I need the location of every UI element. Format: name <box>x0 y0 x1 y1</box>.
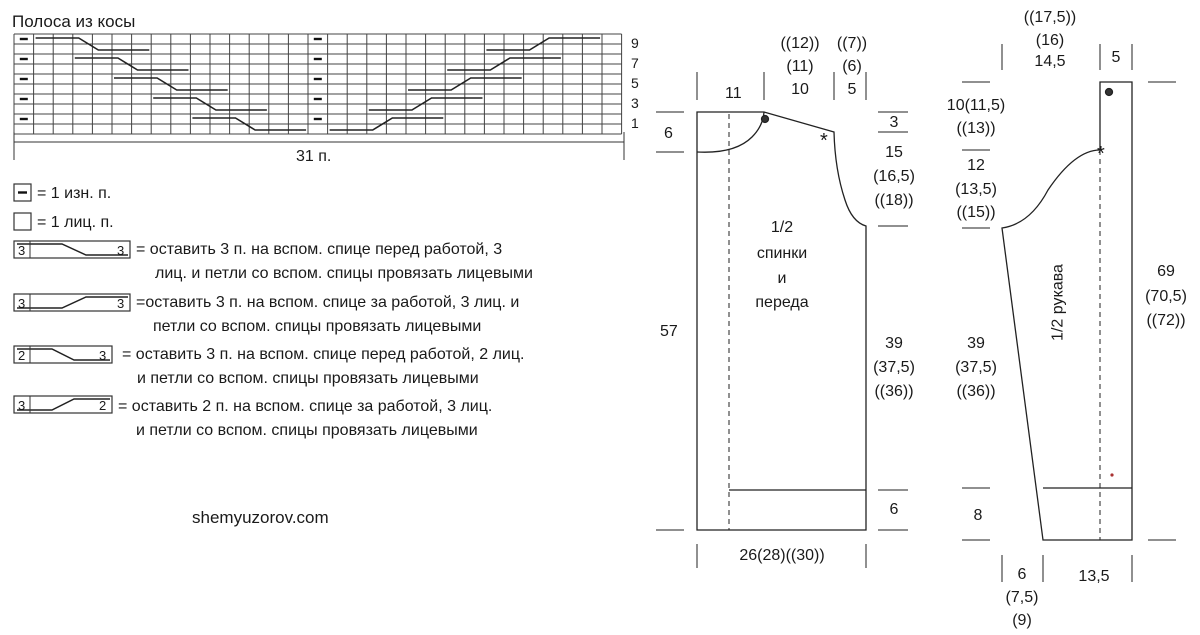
row-number-1: 1 <box>631 115 639 131</box>
body-label-line4: переда <box>755 294 809 311</box>
sleeve-cap-b-1: 12 <box>967 157 985 174</box>
sleeve-length-1: 69 <box>1157 263 1175 280</box>
legend-cable3-line1: = оставить 3 п. на вспом. спице перед работой, 2 лиц. <box>122 346 525 363</box>
body-shoulder2-2: (6) <box>842 58 862 75</box>
body-shoulder2-3: 5 <box>847 81 857 98</box>
legend-knit: = 1 лиц. п. <box>37 214 114 231</box>
legend-cable3-line2: и петли со вспом. спицы провязать лицевыми <box>137 370 479 387</box>
body-shoulder-1: ((12)) <box>780 35 820 52</box>
sleeve-label: 1/2 рукава <box>1049 264 1067 341</box>
sleeve-star: * <box>1097 143 1105 165</box>
sleeve-top-2: (16) <box>1035 32 1065 49</box>
body-neckline <box>697 112 764 152</box>
legend-num: 3 <box>18 398 26 413</box>
body-outline <box>697 112 866 530</box>
stitch-count: 31 п. <box>296 148 332 165</box>
body-label-line1: 1/2 <box>770 219 794 236</box>
legend-num: 3 <box>18 296 26 311</box>
sleeve-cap-b-3: ((15)) <box>956 204 996 221</box>
body-total-length: 57 <box>660 323 678 340</box>
body-label-line3: и <box>777 270 787 287</box>
sleeve-side-1: 39 <box>967 335 985 352</box>
sleeve-top-small: 5 <box>1111 49 1121 66</box>
legend-num: 3 <box>99 348 107 363</box>
sleeve-top-1: ((17,5)) <box>1023 9 1077 26</box>
legend-purl: = 1 изн. п. <box>37 185 112 202</box>
body-neck-depth: 6 <box>664 125 673 142</box>
legend-num: 2 <box>18 348 26 363</box>
legend-cable1-line2: лиц. и петли со вспом. спицы провязать лицевыми <box>155 265 533 282</box>
body-shoulder-slope: 3 <box>889 114 899 131</box>
body-armhole-1: 15 <box>885 144 903 161</box>
body-shoulder2-1: ((7)) <box>836 35 868 52</box>
row-number-9: 9 <box>631 35 639 51</box>
body-width: 26(28)((30)) <box>739 547 825 564</box>
body-side-1: 39 <box>885 335 903 352</box>
legend-cable1-line1: = оставить 3 п. на вспом. спице перед работой, 3 <box>136 241 503 258</box>
legend-num: 3 <box>117 243 125 258</box>
legend-num: 3 <box>18 243 26 258</box>
body-armhole-2: (16,5) <box>873 168 915 185</box>
row-number-3: 3 <box>631 95 639 111</box>
sleeve-red-dot <box>1110 473 1113 476</box>
legend-num: 3 <box>117 296 125 311</box>
body-armhole-3: ((18)) <box>874 192 914 209</box>
sleeve-length-3: ((72)) <box>1146 312 1186 329</box>
legend-cable2-line2: петли со вспом. спицы провязать лицевыми <box>153 318 482 335</box>
chart-title: Полоса из косы <box>12 12 136 31</box>
body-star: * <box>820 130 828 152</box>
body-rib: 6 <box>889 501 899 518</box>
legend-cable4-line2: и петли со вспом. спицы провязать лицевыми <box>136 422 478 439</box>
legend-num: 2 <box>99 398 107 413</box>
sleeve-wrist-3: (9) <box>1012 612 1032 629</box>
sleeve-cap-a-1: 10(11,5) <box>946 97 1006 114</box>
sleeve-marker-dot <box>1106 89 1113 96</box>
legend-cable2-line1: =оставить 3 п. на вспом. спице за работой, 3 лиц. и <box>136 294 520 311</box>
sleeve-wrist-1: 6 <box>1017 566 1027 583</box>
body-neck-width: 11 <box>725 85 742 102</box>
sleeve-length-2: (70,5) <box>1145 288 1187 305</box>
body-marker-dot <box>762 116 769 123</box>
body-shoulder-2: (11) <box>786 58 814 75</box>
body-side-2: (37,5) <box>873 359 915 376</box>
legend-cable4-line1: = оставить 2 п. на вспом. спице за работой, 3 лиц. <box>118 398 493 415</box>
body-side-3: ((36)) <box>874 383 914 400</box>
site-watermark: shemyuzorov.com <box>192 508 329 527</box>
body-label-line2: спинки <box>756 245 808 262</box>
sleeve-top-3: 14,5 <box>1034 53 1066 70</box>
sleeve-bottom: 13,5 <box>1078 568 1110 585</box>
row-number-7: 7 <box>631 55 639 71</box>
body-shoulder-3: 10 <box>791 81 809 98</box>
row-number-5: 5 <box>631 75 639 91</box>
sleeve-wrist-2: (7,5) <box>1005 589 1039 606</box>
sleeve-cap-a-2: ((13)) <box>956 120 996 137</box>
sleeve-cuff: 8 <box>973 507 983 524</box>
sleeve-side-3: ((36)) <box>956 383 996 400</box>
sleeve-side-2: (37,5) <box>955 359 997 376</box>
sleeve-cap-b-2: (13,5) <box>955 181 997 198</box>
